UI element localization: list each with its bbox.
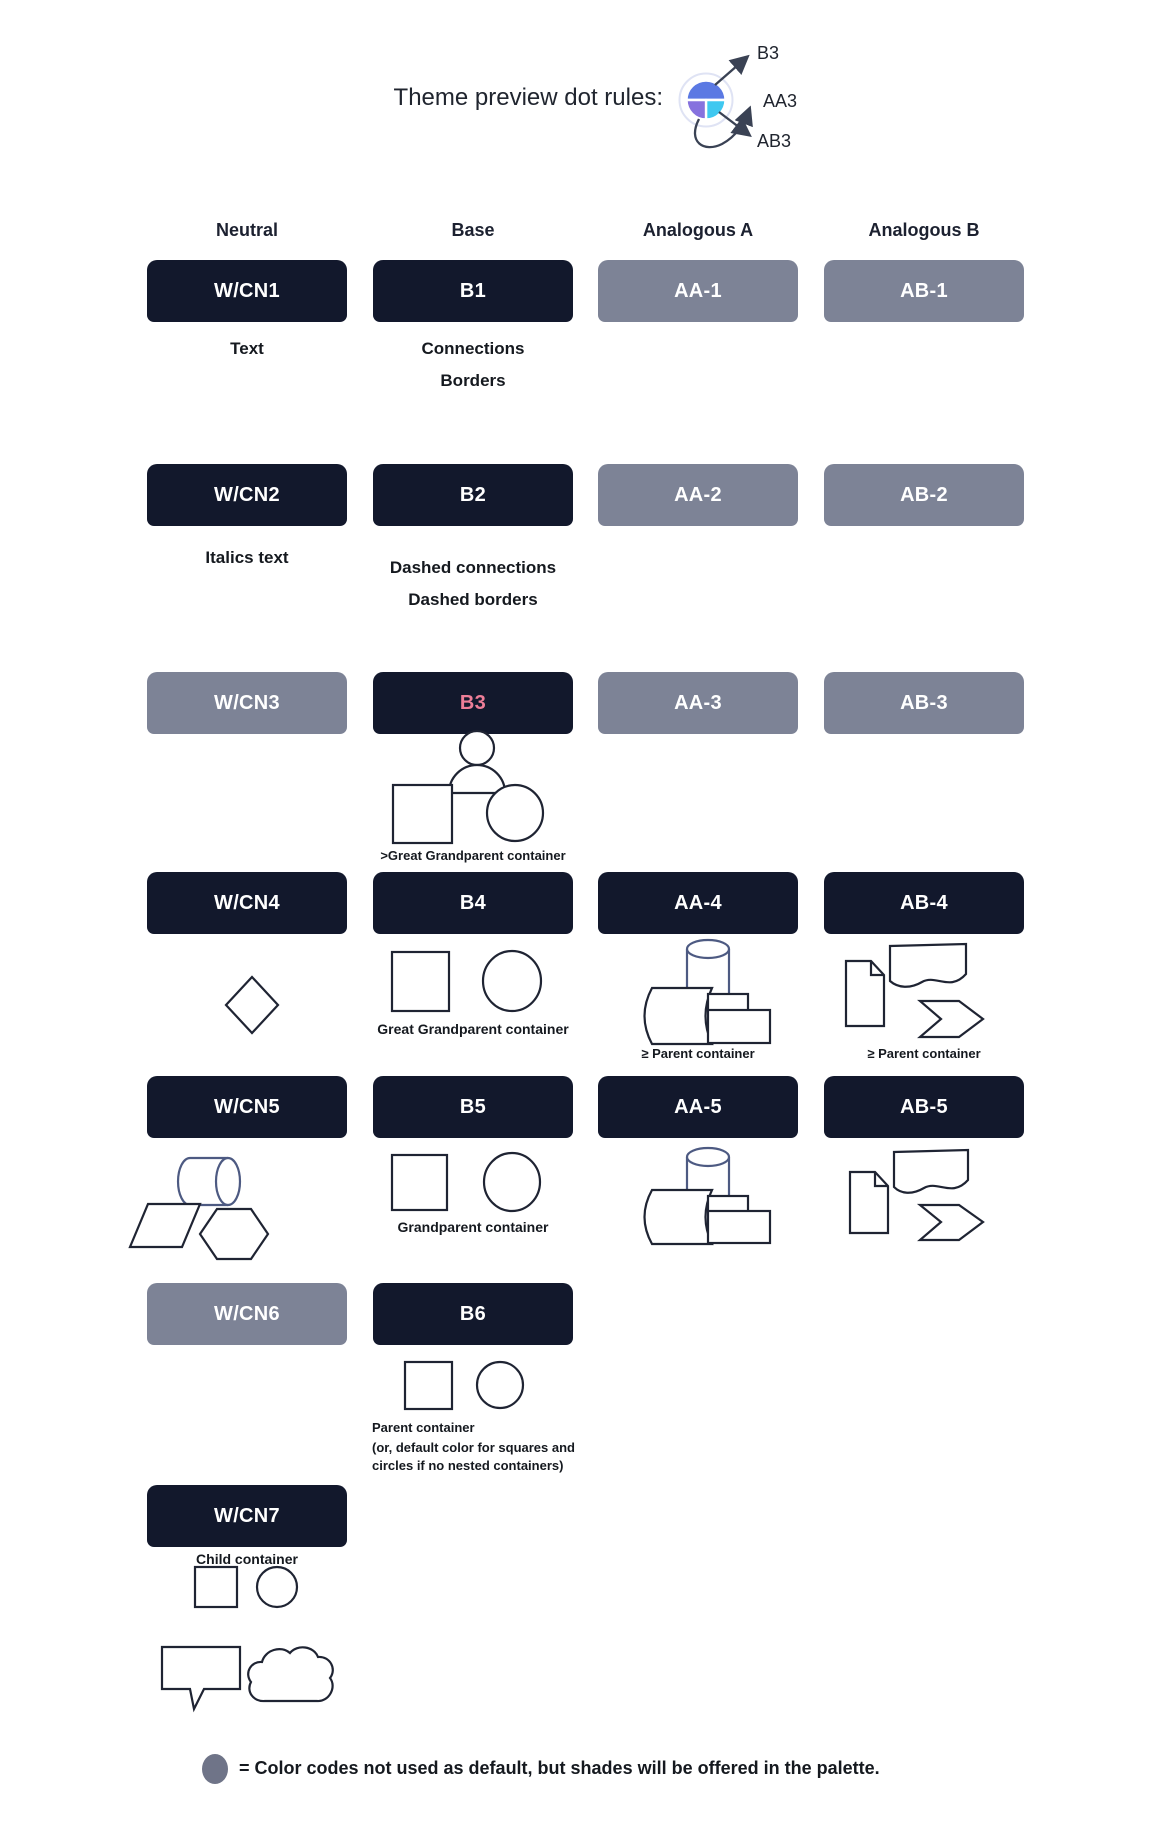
column-header-base: Base [451,220,495,240]
chip-w-cn2: W/CN2 [147,464,347,526]
chip-aa-2: AA-2 [598,464,798,526]
dot-target-b3: B3 [757,43,780,63]
chip-ab-2: AB-2 [824,464,1024,526]
legend-text: = Color codes not used as default, but shades will be offered in the palette. [239,1758,880,1778]
caption-gte-parent-ab: ≥ Parent container [867,1046,981,1061]
caption-grandparent: Grandparent container [397,1219,549,1235]
caption-borders: Borders [440,371,506,390]
chip-w-cn7: W/CN7 [147,1485,347,1547]
chip-w-cn4: W/CN4 [147,872,347,934]
chip-aa-4: AA-4 [598,872,798,934]
chip-b6: B6 [373,1283,573,1345]
column-header-analogous-b: Analogous B [868,220,980,240]
chip-w-cn6: W/CN6 [147,1283,347,1345]
chip-ab-5: AB-5 [824,1076,1024,1138]
caption-dashed-connections: Dashed connections [389,558,557,577]
chip-ab-1: AB-1 [824,260,1024,322]
caption-gt-great-grandparent: >Great Grandparent container [380,848,566,863]
chip-ab-4: AB-4 [824,872,1024,934]
chip-aa-5: AA-5 [598,1076,798,1138]
caption-text: Text [230,339,264,358]
chip-aa-1: AA-1 [598,260,798,322]
caption-child-container: Child container [196,1551,298,1567]
dot-target-aa3: AA3 [763,91,798,111]
column-header-analogous-a: Analogous A [642,220,754,240]
caption-connections: Connections [421,339,525,358]
caption-gte-parent-aa: ≥ Parent container [641,1046,755,1061]
caption-italics-text: Italics text [205,548,289,567]
chip-b3: B3 [373,672,573,734]
chip-b5: B5 [373,1076,573,1138]
chip-w-cn3: W/CN3 [147,672,347,734]
page-title: Theme preview dot rules: [393,84,663,111]
chip-aa-3: AA-3 [598,672,798,734]
chip-w-cn1: W/CN1 [147,260,347,322]
caption-dashed-borders: Dashed borders [408,590,538,609]
caption-default-color-1: (or, default color for squares and [372,1440,575,1455]
chip-ab-3: AB-3 [824,672,1024,734]
column-header-neutral: Neutral [215,220,278,240]
chip-b4: B4 [373,872,573,934]
caption-default-color-2: circles if no nested containers) [372,1458,564,1473]
chip-b1: B1 [373,260,573,322]
chip-w-cn5: W/CN5 [147,1076,347,1138]
dot-target-ab3: AB3 [757,131,792,151]
caption-great-grandparent: Great Grandparent container [377,1021,569,1037]
caption-parent-container: Parent container [372,1420,475,1435]
chip-b2: B2 [373,464,573,526]
